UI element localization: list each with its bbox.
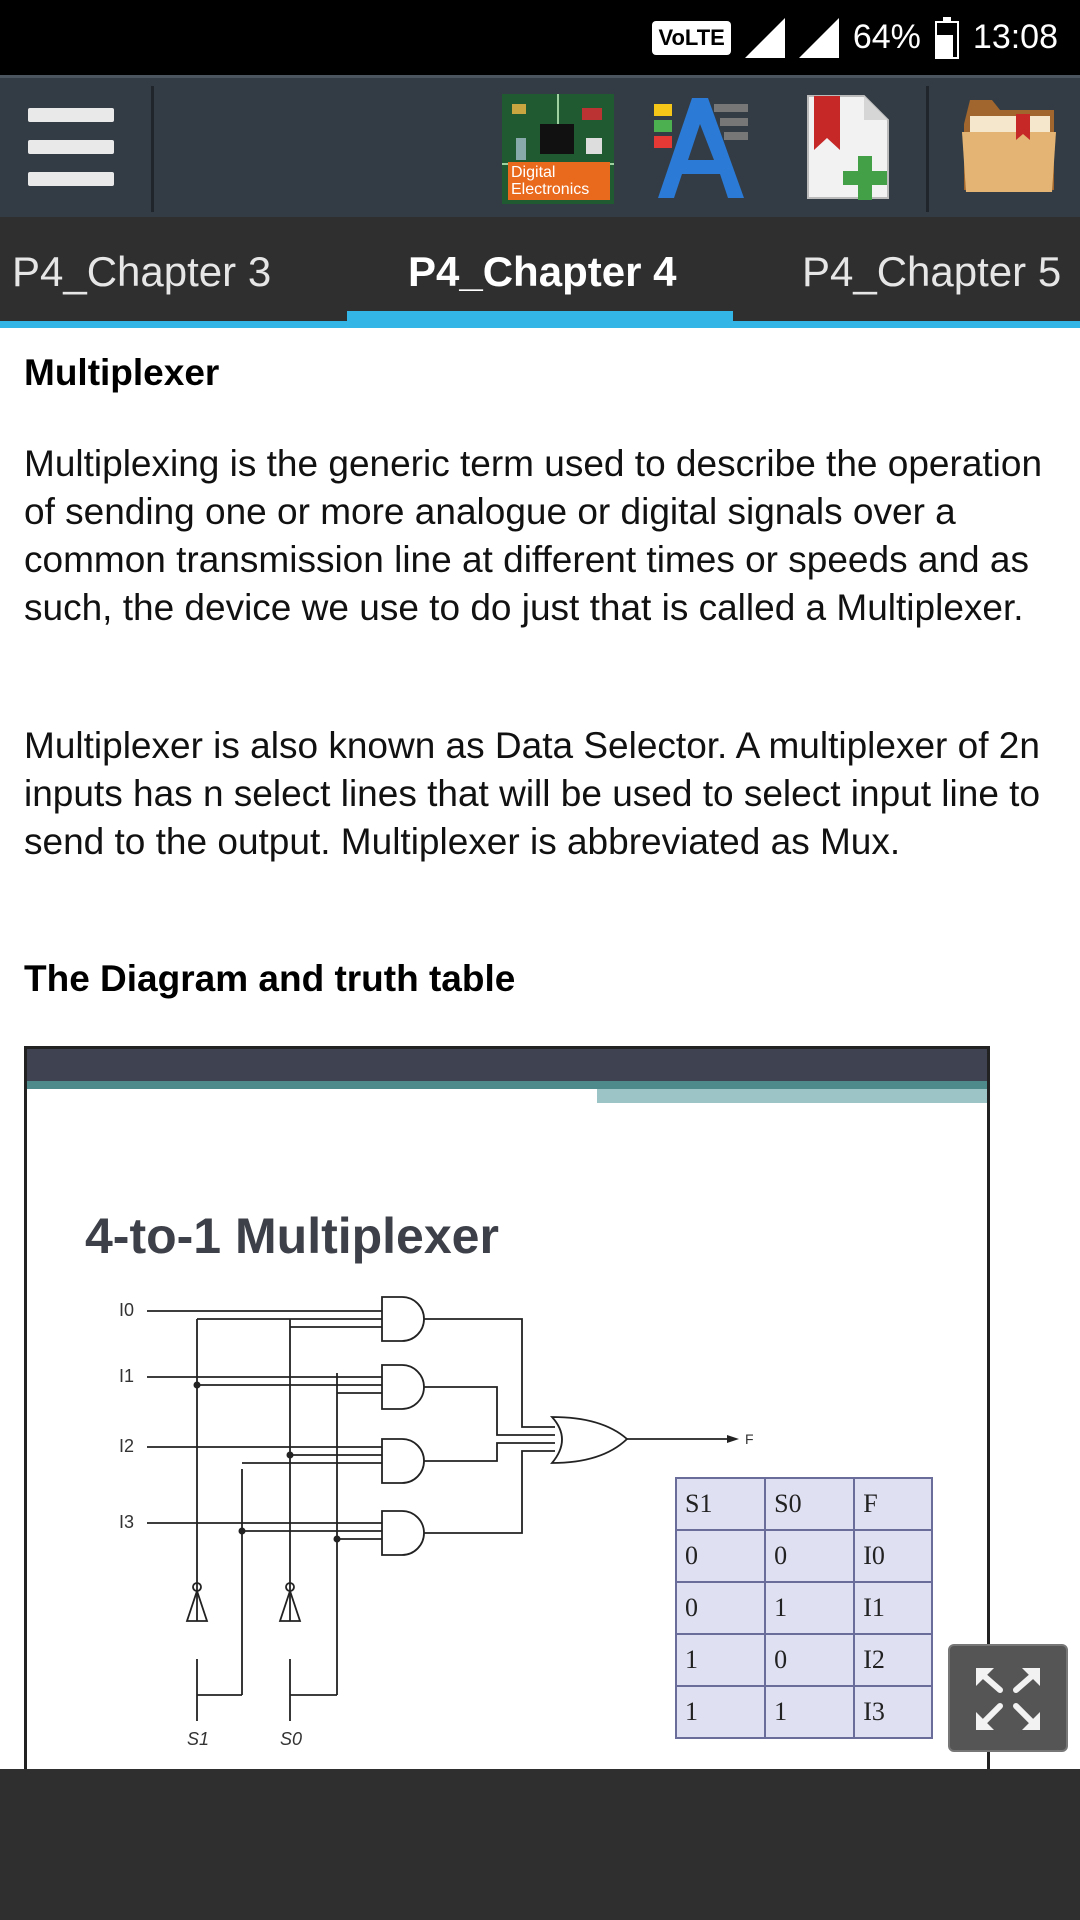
tab-chapter-5[interactable]: P4_Chapter 5 <box>802 248 1062 295</box>
font-size-icon[interactable] <box>652 94 752 204</box>
table-row <box>676 1530 932 1582</box>
add-bookmark-icon[interactable] <box>804 94 896 204</box>
diagram-title: 4-to-1 Multiplexer <box>85 1208 499 1264</box>
toolbar-divider <box>151 86 154 212</box>
paragraph: Multiplexer is also known as Data Selector. A multiplexer of 2n inputs has n select lines that will be used to select input line to send to the output. Multiplexer is abbreviated as Mux. <box>24 725 1041 862</box>
clock: 13:08 <box>972 18 1058 56</box>
truth-cell: 0 <box>676 1530 765 1582</box>
multiplexer-diagram-image <box>24 1046 990 1769</box>
signal-icon <box>745 18 785 58</box>
truth-cell: I3 <box>854 1686 932 1738</box>
output-label: F <box>745 1431 754 1447</box>
tab-chapter-3[interactable]: P4_Chapter 3 <box>12 248 272 295</box>
truth-cell: I2 <box>854 1634 932 1686</box>
table-row <box>676 1686 932 1738</box>
input-label-i2: I2 <box>119 1436 135 1456</box>
truth-header: S1 <box>676 1478 765 1530</box>
select-label-s1: S1 <box>187 1729 210 1749</box>
table-row <box>676 1582 932 1634</box>
active-tab-indicator <box>347 311 733 321</box>
truth-cell: 0 <box>676 1582 765 1634</box>
tab-chapter-4[interactable]: P4_Chapter 4 <box>408 248 677 295</box>
battery-icon <box>935 17 959 59</box>
chapter-tabs <box>0 217 1080 328</box>
truth-cell: 1 <box>676 1634 765 1686</box>
truth-cell: 1 <box>765 1582 854 1634</box>
truth-cell: I0 <box>854 1530 932 1582</box>
battery-percent: 64% <box>852 18 921 56</box>
digital-electronics-logo[interactable] <box>502 94 614 204</box>
truth-cell: 1 <box>765 1686 854 1738</box>
fullscreen-expand-button[interactable] <box>948 1644 1068 1752</box>
section-heading: Multiplexer <box>24 352 220 393</box>
signal-icon <box>799 18 839 58</box>
input-label-i3: I3 <box>119 1512 135 1532</box>
status-bar <box>0 0 1080 75</box>
input-label-i1: I1 <box>119 1366 135 1386</box>
toolbar-divider <box>926 86 929 212</box>
select-label-s0: S0 <box>280 1729 303 1749</box>
fullscreen-expand-icon <box>950 1646 1066 1750</box>
bottom-bar <box>0 1769 1080 1920</box>
truth-cell: 0 <box>765 1530 854 1582</box>
truth-table <box>675 1477 933 1739</box>
truth-header: F <box>854 1478 932 1530</box>
truth-cell: I1 <box>854 1582 932 1634</box>
app-toolbar <box>0 75 1080 217</box>
table-row <box>676 1634 932 1686</box>
input-label-i0: I0 <box>119 1300 135 1320</box>
bookmarks-folder-icon[interactable] <box>960 94 1058 204</box>
truth-header: S0 <box>765 1478 854 1530</box>
volte-badge: VoLTE <box>652 21 730 55</box>
hamburger-menu-icon[interactable] <box>28 108 114 186</box>
truth-cell: 1 <box>676 1686 765 1738</box>
tab-underline <box>0 321 1080 328</box>
section-heading: The Diagram and truth table <box>24 958 516 999</box>
truth-cell: 0 <box>765 1634 854 1686</box>
paragraph: Multiplexing is the generic term used to describe the operation of sending one or more analogue or digital signals over a common transmission line at different times or speeds and as such, the device we use to do just that is called a Multiplexer. <box>24 443 1043 628</box>
article-content <box>0 328 1080 1769</box>
logo-label: Digital Electronics <box>508 162 610 200</box>
